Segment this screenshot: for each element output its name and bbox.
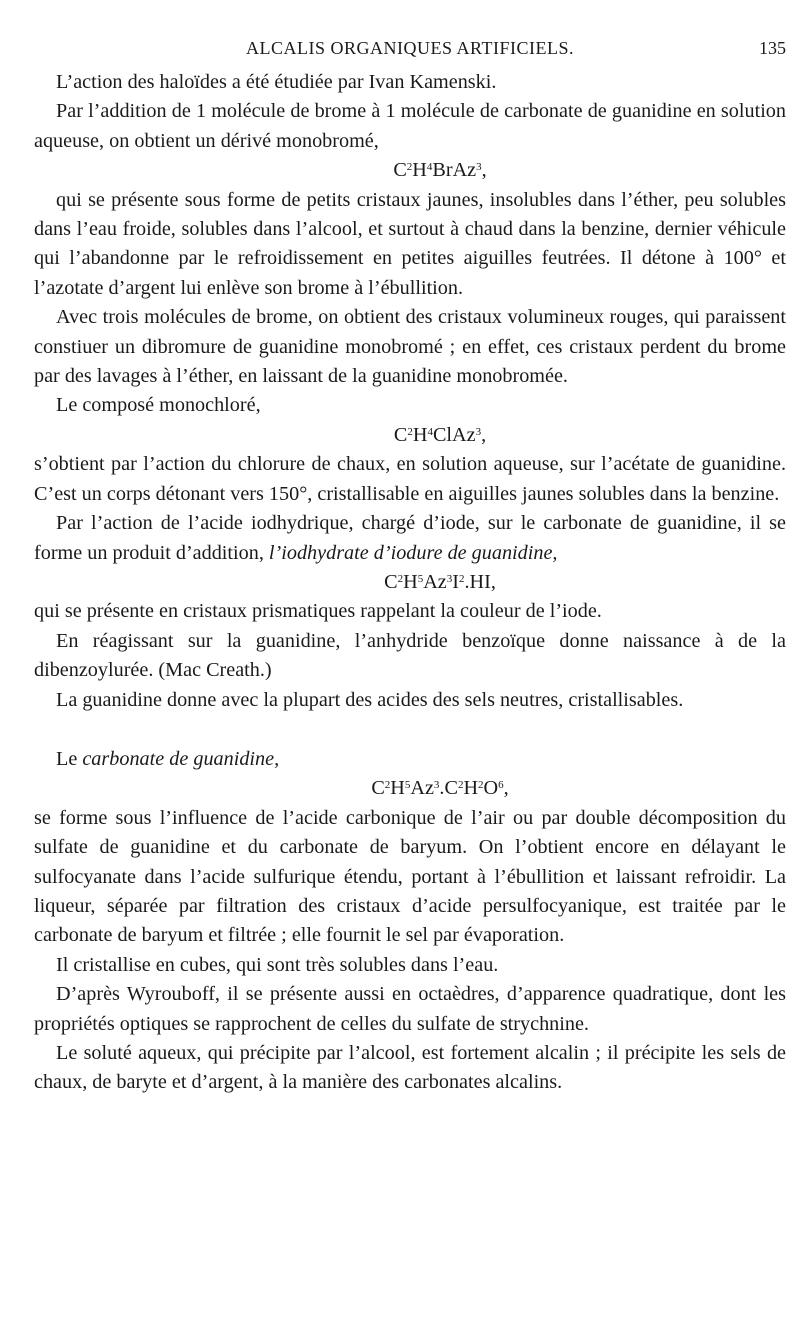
paragraph: Par l’action de l’acide iodhydrique, chargé d’iode, sur le carbonate de guanidine, il se forme un produit d’addition, l’iodhydrate d’iodure de guanidine,: [34, 512, 786, 564]
paragraph: qui se présente sous forme de petits cristaux jaunes, insolubles dans l’éther, peu solubles dans l’eau froide, solubles dans l’alcool, et surtout à chaud dans la benzine, dernier véhicule qui l’abandonne par le refroidissement en petites aiguilles feutrées. Il détone à 100° et l’azotate d’argent lui enlève son brome à l’ébullition.: [34, 188, 786, 299]
paragraph: D’après Wyrouboff, il se présente aussi en octaèdres, d’apparence quadratique, dont les propriétés optiques se rapprochent de celles du sulfate de strychnine.: [34, 983, 786, 1035]
chemical-formula: $C^2H^4ClAz^3$,: [393, 423, 487, 446]
paragraph: Par l’addition de 1 molécule de brome à 1 molécule de carbonate de guanidine en solution aqueuse, on obtient un dérivé monobromé,: [34, 100, 786, 152]
italic-term: carbonate de guanidine,: [82, 747, 280, 770]
paragraph: Le carbonate de guanidine,: [56, 747, 280, 770]
text-body: [34, 68, 786, 1098]
paragraph: En réagissant sur la guanidine, l’anhydride benzoïque donne naissance à de la dibenzoylurée. (Mac Creath.): [34, 629, 786, 682]
paragraph: La guanidine donne avec la plupart des acides des sels neutres, cristallisables.: [56, 688, 684, 711]
chemical-formula: $C^2H^5Az^3.C^2H^2O^6$,: [371, 777, 509, 800]
page-header: [34, 38, 786, 64]
paragraph: Le composé monochloré,: [56, 394, 261, 417]
paragraph: Avec trois molécules de brome, on obtient des cristaux volumineux rouges, qui paraissent constiuer un dibromure de guanidine monobromé ; en effet, ces cristaux perdent du brome par des lavages à l’éther, en laissant de la guanidine monobromée.: [34, 306, 786, 388]
chemical-formula: $C^2H^4BrAz^3$,: [393, 159, 487, 182]
italic-term: l’iodhydrate d’iodure de guanidine,: [268, 541, 558, 564]
paragraph: s’obtient par l’action du chlorure de chaux, en solution aqueuse, sur l’acétate de guanidine. C’est un corps détonant vers 150°, cristallisable en aiguilles jaunes solubles dans la benzine.: [34, 453, 786, 505]
page-number: 135: [759, 38, 786, 58]
paragraph: L’action des haloïdes a été étudiée par Ivan Kamenski.: [56, 71, 497, 93]
paragraph: qui se présente en cristaux prismatiques rappelant la couleur de l’iode.: [34, 600, 602, 623]
paragraph: se forme sous l’influence de l’acide carbonique de l’air ou par double décomposition du sulfate de guanidine et du carbonate de baryum. On l’obtient encore en délayant le sulfocyanate dans l’acide sulfurique étendu, portant à l’ébullition et laissant refroidir. La liqueur, séparée par filtration des cristaux d’acide persulfocyanique, est traitée par le carbonate de baryum et filtrée ; elle fournit le sel par évaporation.: [34, 806, 786, 947]
paragraph: Il cristallise en cubes, qui sont très solubles dans l’eau.: [56, 953, 499, 976]
spacer: [34, 715, 786, 745]
paragraph: Le soluté aqueux, qui précipite par l’alcool, est fortement alcalin ; il précipite les sels de chaux, de baryte et d’argent, à la manière des carbonates alcalins.: [34, 1042, 786, 1094]
running-title: ALCALIS ORGANIQUES ARTIFICIELS.: [246, 38, 574, 58]
chemical-formula: $C^2H^5Az^3I^2.HI$,: [384, 570, 496, 593]
